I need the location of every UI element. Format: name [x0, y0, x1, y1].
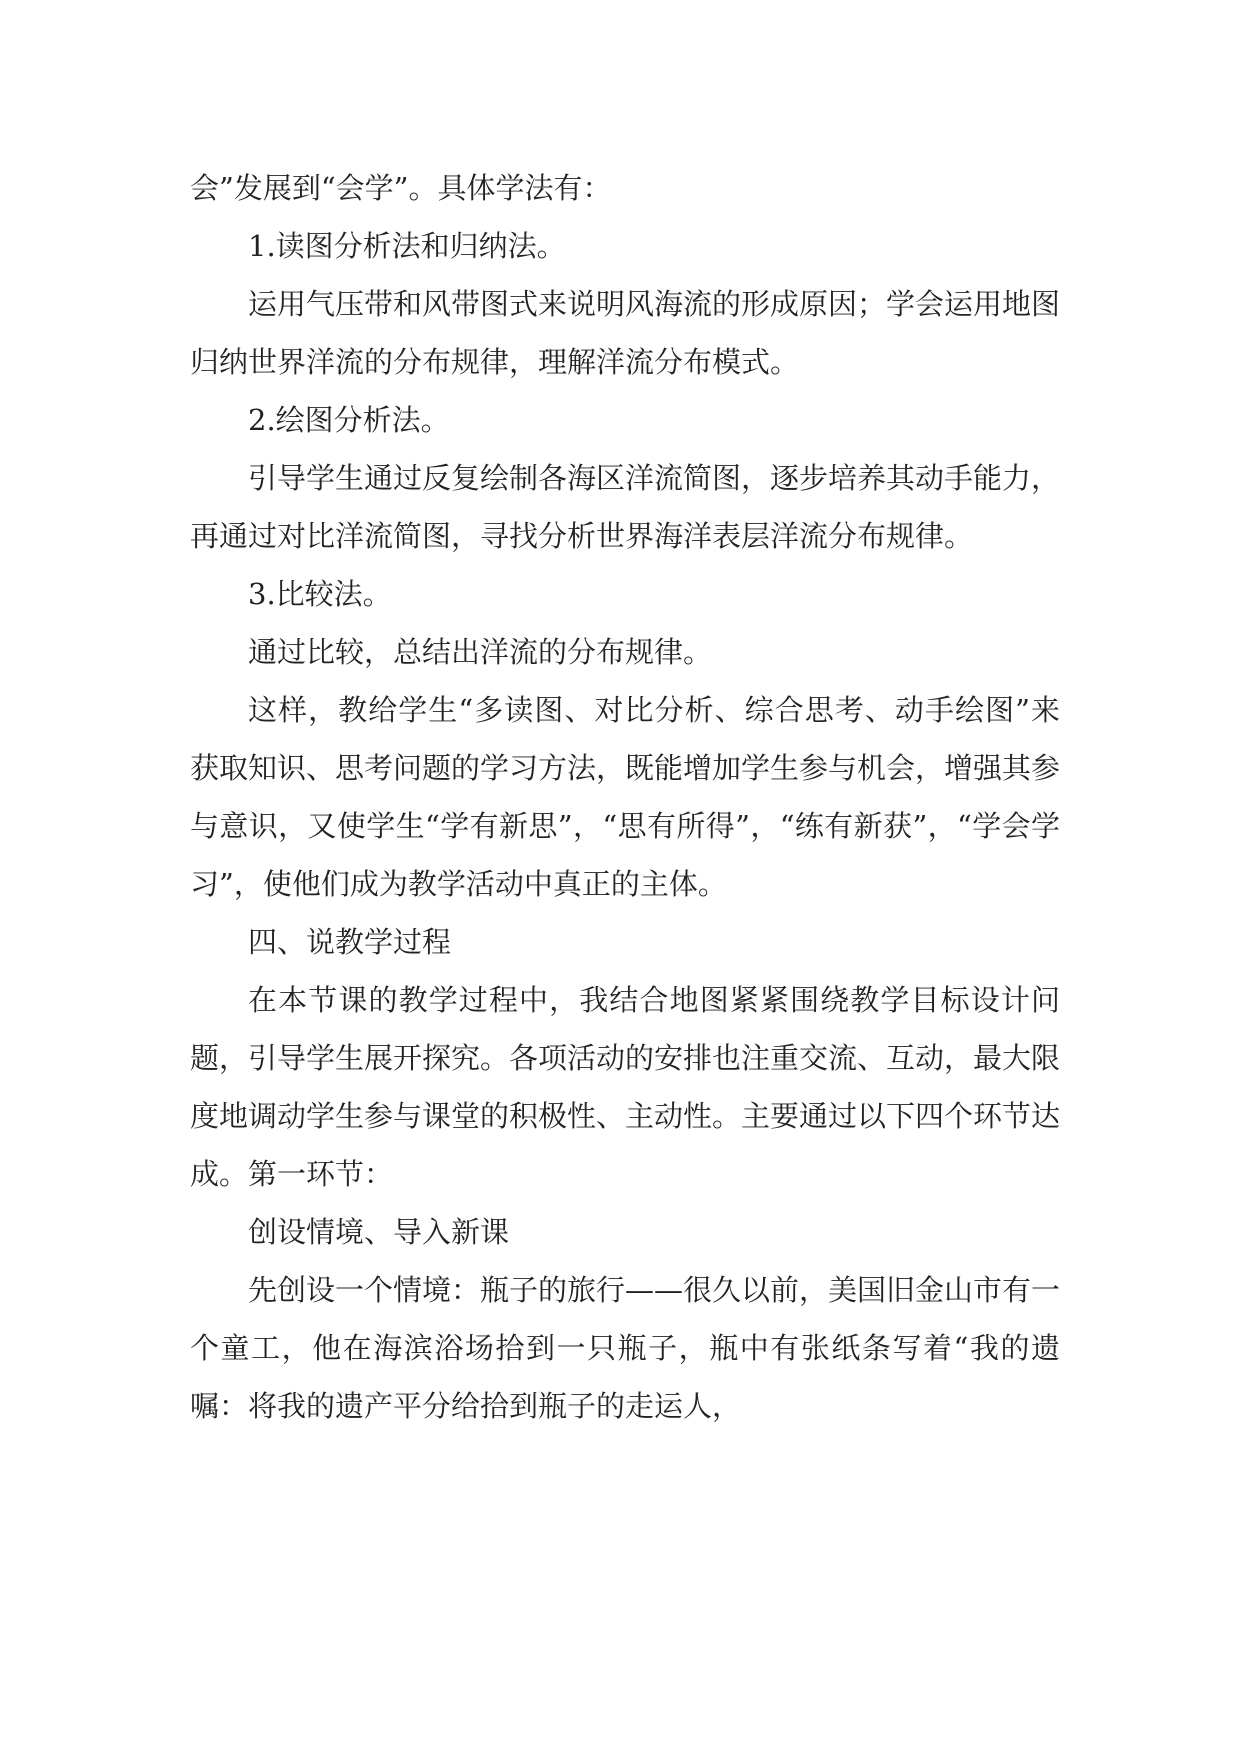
- paragraph: 先创设一个情境：瓶子的旅行——很久以前，美国旧金山市有一个童工，他在海滨浴场拾到一只瓶子，瓶中有张纸条写着“我的遗嘱：将我的遗产平分给拾到瓶子的走运人，: [190, 1273, 1061, 1423]
- paragraph: 在本节课的教学过程中，我结合地图紧紧围绕教学目标设计问题，引导学生展开探究。各项活动的安排也注重交流、互动，最大限度地调动学生参与课堂的积极性、主动性。主要通过以下四个环节达成。第一环节：: [190, 983, 1061, 1191]
- list-item-heading: 2.绘图分析法。: [248, 403, 450, 437]
- paragraph: 引导学生通过反复绘制各海区洋流简图，逐步培养其动手能力，再通过对比洋流简图，寻找分析世界海洋表层洋流分布规律。: [190, 461, 1061, 553]
- section-heading: 四、说教学过程: [248, 925, 452, 959]
- list-item-heading: 3.比较法。: [248, 577, 392, 611]
- paragraph: 运用气压带和风带图式来说明风海流的形成原因；学会运用地图归纳世界洋流的分布规律，理解洋流分布模式。: [190, 287, 1061, 379]
- paragraph: 这样，教给学生“多读图、对比分析、综合思考、动手绘图”来获取知识、思考问题的学习方法，既能增加学生参与机会，增强其参与意识，又使学生“学有新思”，“思有所得”，“练有新获”，“学会学习”，使他们成为教学活动中真正的主体。: [190, 693, 1061, 901]
- paragraph: 通过比较，总结出洋流的分布规律。: [248, 635, 713, 669]
- subsection-heading: 创设情境、导入新课: [248, 1215, 510, 1249]
- paragraph-continuation: 会”发展到“会学”。具体学法有：: [190, 171, 612, 205]
- list-item-heading: 1.读图分析法和归纳法。: [248, 229, 566, 263]
- document-body: [190, 159, 1060, 1435]
